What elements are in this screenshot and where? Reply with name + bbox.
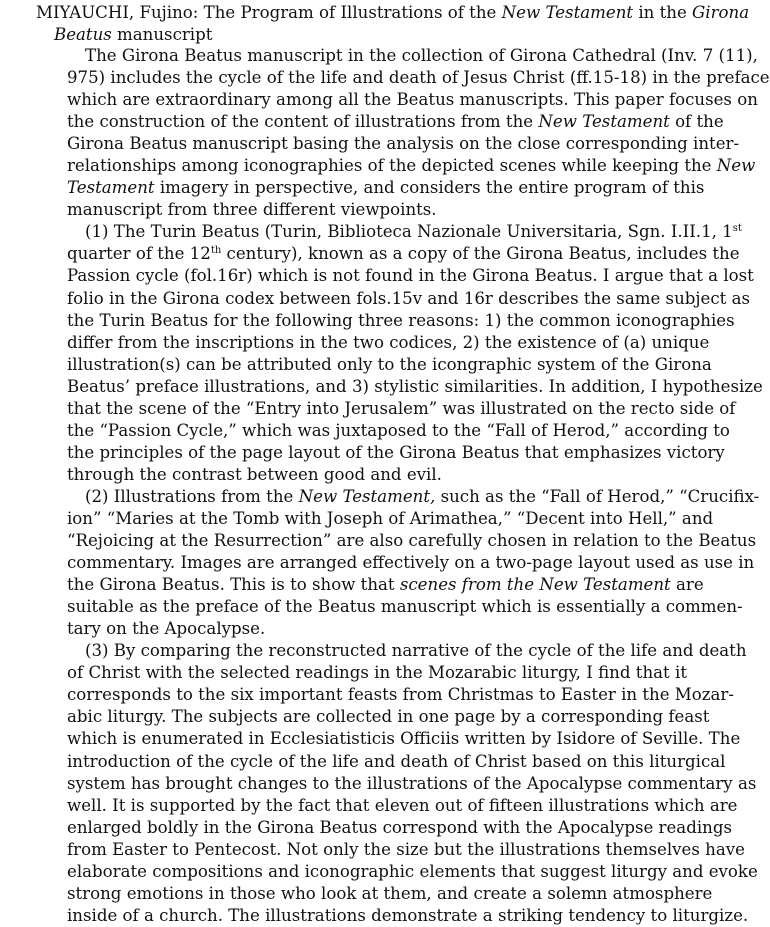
text-line: manuscript from three different viewpoints. [67, 200, 437, 220]
article-header [36, 2, 750, 46]
text-line: the Girona Beatus. This is to show that scenes from the New Testament are [67, 575, 704, 595]
text-line: Beatus’ preface illustrations, and 3) stylistic similarities. In addition, I hypothesize [67, 376, 763, 396]
text-line: illustration(s) can be attributed only to the icongraphic system of the Girona [67, 354, 712, 374]
text-line: Girona Beatus manuscript basing the analysis on the close corresponding inter- [67, 134, 740, 154]
text-line: “Rejoicing at the Resurrection” are also carefully chosen in relation to the Beatus [67, 531, 757, 551]
text-line: differ from the inscriptions in the two codices, 2) the existence of (a) unique [67, 332, 710, 352]
text-line: commentary. Images are arranged effectively on a two-page layout used as use in [67, 553, 755, 573]
text-line: introduction of the cycle of the life and death of Christ based on this liturgical [67, 751, 726, 771]
header-line-1: MIYAUCHI, Fujino: The Program of Illustrations of the New Testament in the Girona [36, 3, 750, 22]
text-line: the Turin Beatus for the following three reasons: 1) the common iconographies [67, 310, 735, 330]
text-line: system has brought changes to the illustrations of the Apocalypse commentary as [67, 773, 757, 793]
author-name: MIYAUCHI, Fujino [36, 3, 193, 22]
text-line: corresponds to the six important feasts from Christmas to Easter in the Mozar- [67, 685, 734, 705]
text-line: that the scene of the “Entry into Jerusalem” was illustrated on the recto side of [67, 398, 736, 418]
text-line: the principles of the page layout of the Girona Beatus that emphasizes victory [67, 442, 725, 462]
text-line: ion” “Maries at the Tomb with Joseph of Arimathea,” “Decent into Hell,” and [67, 508, 714, 528]
text-line: strong emotions in those who look at them, and create a solemn atmosphere [67, 883, 713, 903]
header-line-2: Beatus manuscript [54, 24, 213, 44]
text-line: abic liturgy. The subjects are collected in one page by a corresponding feast [67, 707, 710, 727]
text-line: through the contrast between good and evil. [67, 464, 442, 484]
text-line: Testament imagery in perspective, and considers the entire program of this [67, 178, 705, 198]
text-line: (2) Illustrations from the New Testament, such as the “Fall of Herod,” “Crucifix- [85, 486, 760, 506]
text-line: inside of a church. The illustrations demonstrate a striking tendency to liturgize. [67, 905, 749, 925]
text-line: suitable as the preface of the Beatus manuscript which is essentially a commen- [67, 597, 743, 617]
text-line: of Christ with the selected readings in the Mozarabic liturgy, I find that it [67, 663, 687, 683]
text-line: The Girona Beatus manuscript in the collection of Girona Cathedral (Inv. 7 (11), [85, 46, 758, 65]
text-line: (3) By comparing the reconstructed narrative of the cycle of the life and death [85, 641, 747, 661]
text-line: the “Passion Cycle,” which was juxtaposed to the “Fall of Herod,” according to [67, 420, 730, 440]
text-line: enlarged boldly in the Girona Beatus correspond with the Apocalypse readings [67, 817, 732, 837]
text-line: 975) includes the cycle of the life and death of Jesus Christ (ff.15-18) in the preface [67, 68, 770, 88]
text-line: tary on the Apocalypse. [67, 619, 266, 639]
text-line: quarter of the 12th century), known as a copy of the Girona Beatus, includes the [67, 244, 740, 264]
text-line: elaborate compositions and iconographic elements that suggest liturgy and evoke [67, 861, 758, 881]
text-line: which is enumerated in Ecclesiatisticis Officiis written by Isidore of Seville. The [67, 729, 741, 749]
abstract-body [67, 45, 770, 927]
text-line: (1) The Turin Beatus (Turin, Biblioteca Nazionale Universitaria, Sgn. I.II.1, 1st [85, 222, 742, 242]
paragraph-2 [67, 221, 763, 486]
text-line: well. It is supported by the fact that eleven out of fifteen illustrations which are [67, 795, 738, 815]
text-line: relationships among iconographies of the depicted scenes while keeping the New [67, 156, 756, 176]
text-line: Passion cycle (fol.16r) which is not found in the Girona Beatus. I argue that a lost [67, 266, 754, 286]
text-line: folio in the Girona codex between fols.15v and 16r describes the same subject as [67, 288, 750, 308]
text-line: the construction of the content of illustrations from the New Testament of the [67, 112, 724, 132]
text-line: which are extraordinary among all the Beatus manuscripts. This paper focuses on [67, 90, 758, 110]
paragraph-1 [67, 45, 770, 221]
text-line: from Easter to Pentecost. Not only the size but the illustrations themselves have [67, 839, 745, 859]
paragraph-4 [67, 640, 758, 927]
paragraph-3 [67, 486, 760, 640]
